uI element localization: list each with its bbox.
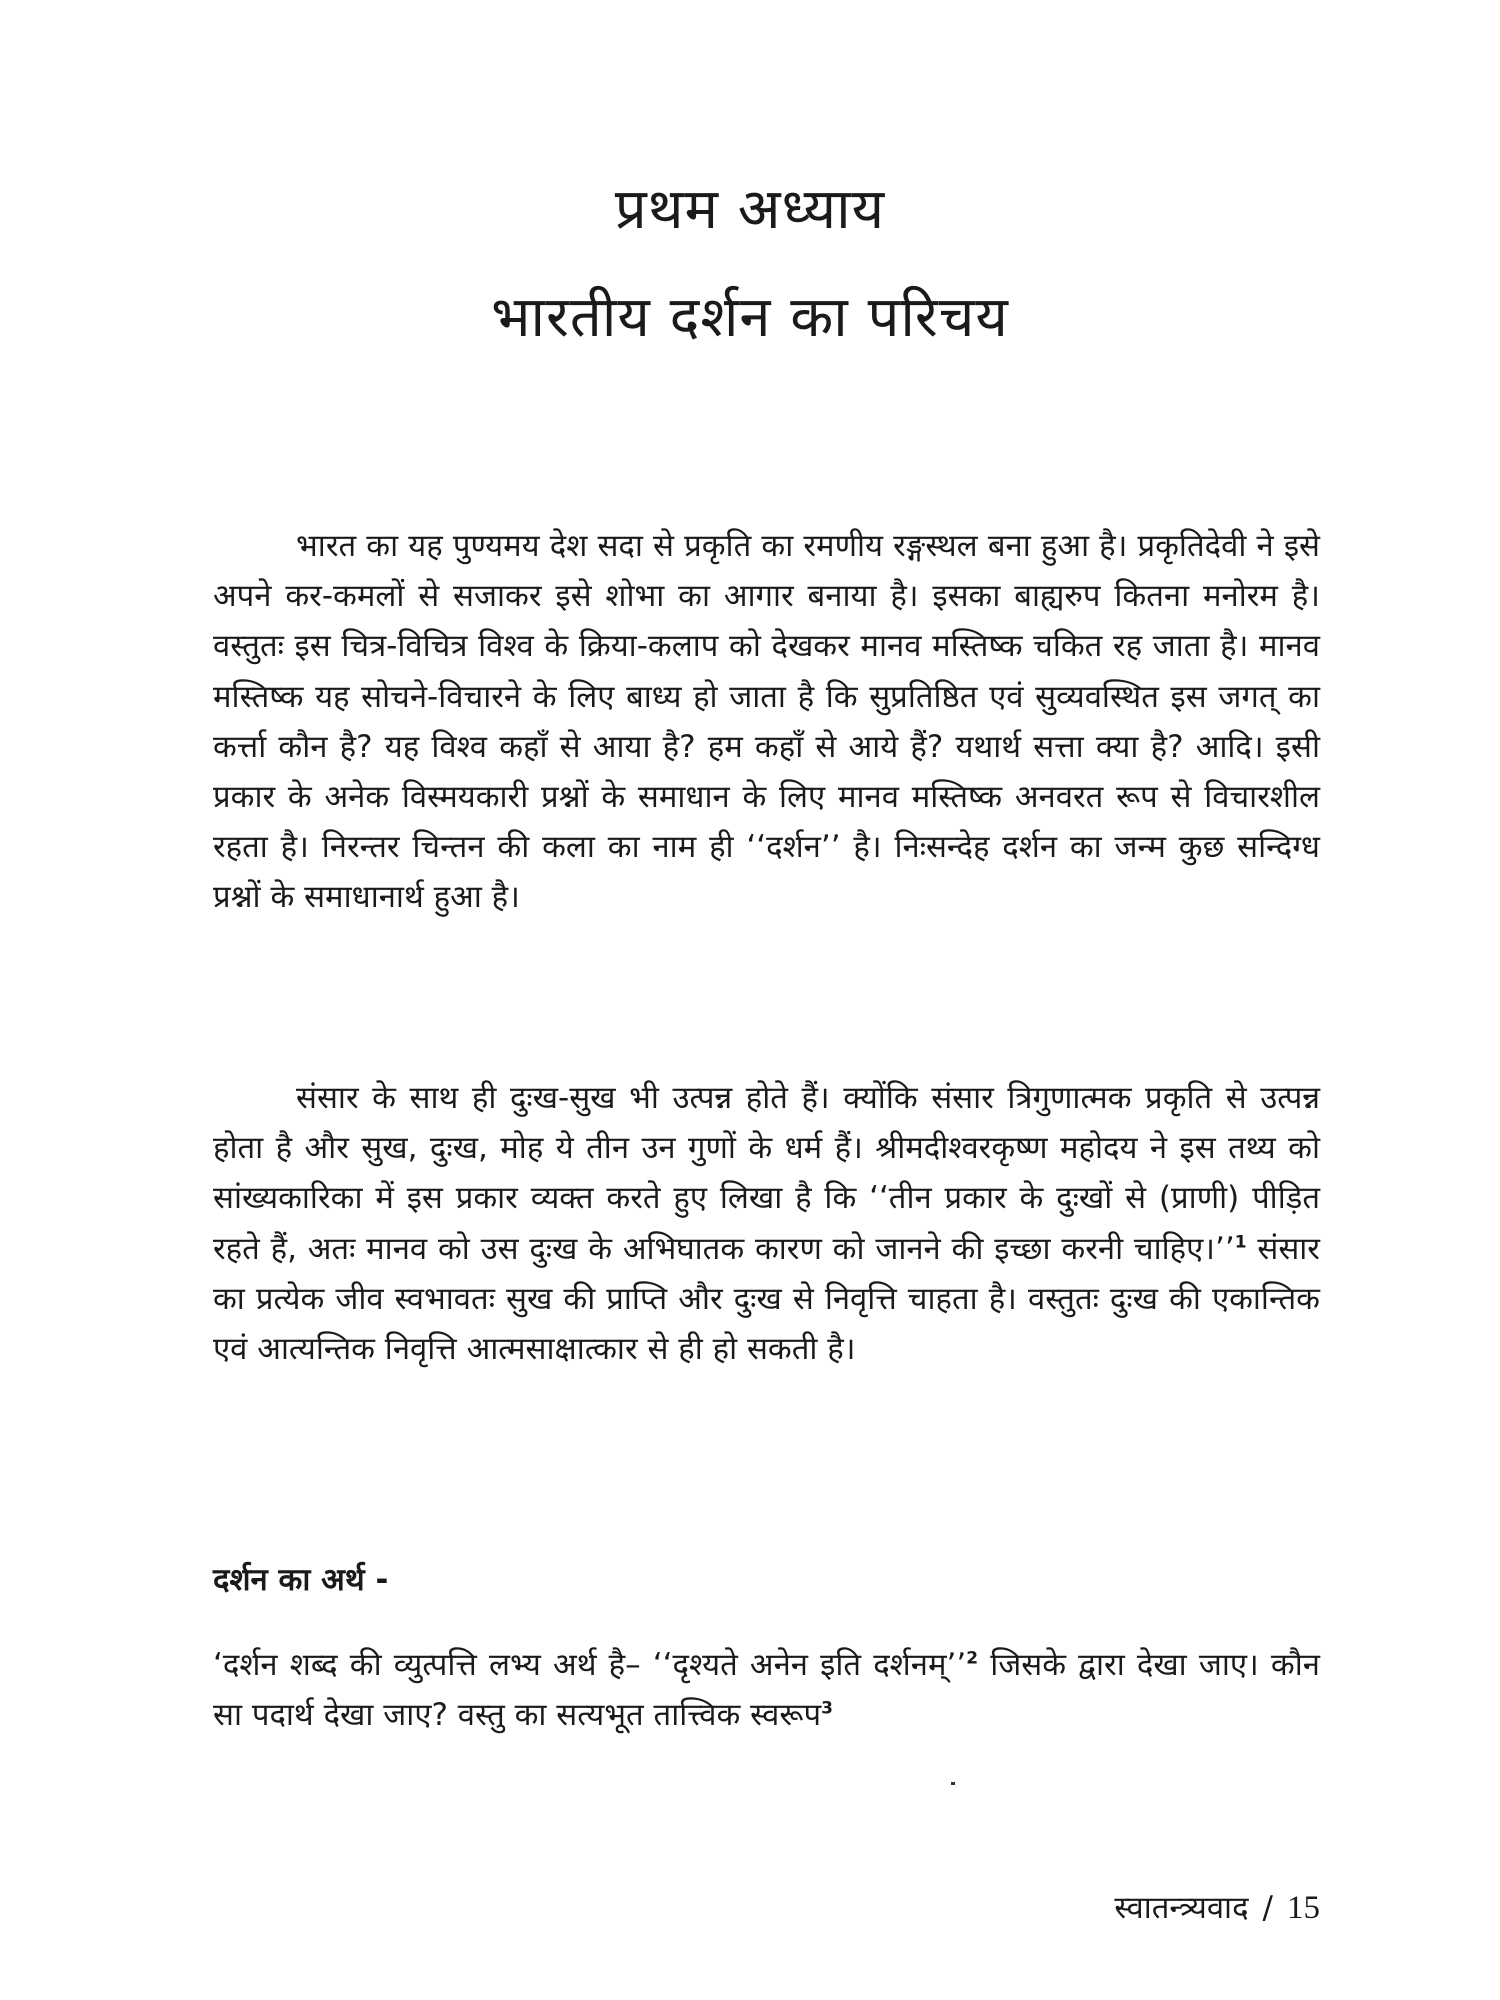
paragraph-meaning-part1: ‘दर्शन शब्द की व्युत्पत्ति लभ्य अर्थ है– ‘‘दृश्यते अनेन इति दर्शनम्’’ <box>213 1647 967 1683</box>
chapter-title: भारतीय दर्शन का परिचय <box>491 285 1009 350</box>
footer-separator: / <box>1262 1890 1273 1926</box>
paragraph-intro <box>213 521 1320 923</box>
paragraph-suffering-text <box>213 1073 1320 1374</box>
print-speck <box>951 1782 955 1785</box>
page-footer <box>1114 1884 1320 1932</box>
chapter-heading <box>0 170 1500 358</box>
footnote-marker-1: 1 <box>1234 1232 1247 1253</box>
paragraph-suffering-part2: संसार का प्रत्येक जीव स्वभावतः सुख की प्राप्ति और दुःख से निवृत्ति चाहता है। वस्तुतः दुःख की एकान्तिक एवं आत्यन्तिक निवृत्ति आत्मसाक्षात्कार से ही हो सकती है। <box>213 1230 1320 1368</box>
paragraph-intro-text: भारत का यह पुण्यमय देश सदा से प्रकृति का रमणीय रङ्गस्थल बना हुआ है। प्रकृतिदेवी ने इसे अपने कर-कमलों से सजाकर इसे शोभा का आगार बनाया है। इसका बाह्यरुप कितना मनोरम है। वस्तुतः इस चित्र-विचित्र विश्व के क्रिया-कलाप को देखकर मानव मस्तिष्क चकित रह जाता है। मानव मस्तिष्क यह सोचने-विचारने के लिए बाध्य हो जाता है कि सुप्रतिष्ठित एवं सुव्यवस्थित इस जगत् का कर्त्ता कौन है? यह विश्व कहाँ से आया है? हम कहाँ से आये हैं? यथार्थ सत्ता क्या है? आदि। इसी प्रकार के अनेक विस्मयकारी प्रश्नों के समाधान के लिए मानव मस्तिष्क अनवरत रूप से विचारशील रहता है। निरन्तर चिन्तन की कला का नाम ही ‘‘दर्शन’’ है। निःसन्देह दर्शन का जन्म कुछ सन्दिग्ध प्रश्नों के समाधानार्थ हुआ है। <box>213 528 1320 916</box>
footnote-marker-2: 2 <box>966 1648 979 1669</box>
footer-book-title: स्वातन्त्र्यवाद <box>1114 1890 1249 1926</box>
paragraph-meaning-text <box>213 1640 1320 1740</box>
paragraph-suffering <box>213 1073 1320 1374</box>
paragraph-meaning-part2: जिसके द्वारा देखा जाए। कौन सा पदार्थ देखा जाए? वस्तु का सत्यभूत तात्त्विक स्वरूप <box>213 1647 1320 1734</box>
section-heading: दर्शन का अर्थ - <box>213 1562 389 1598</box>
footnote-marker-3: 3 <box>821 1698 833 1719</box>
page-number: 15 <box>1287 1890 1320 1926</box>
paragraph-suffering-part1: संसार के साथ ही दुःख-सुख भी उत्पन्न होते हैं। क्योंकि संसार त्रिगुणात्मक प्रकृति से उत्पन्न होता है और सुख, दुःख, मोह ये तीन उन गुणों के धर्म हैं। श्रीमदीश्वरकृष्ण महोदय ने इस तथ्य को सांख्यकारिका में इस प्रकार व्यक्त करते हुए लिखा है कि ‘‘तीन प्रकार के दुःखों से (प्राणी) पीड़ित रहते हैं, अतः मानव को उस दुःख के अभिघातक कारण को जानने की इच्छा करनी चाहिए।’’ <box>213 1080 1320 1267</box>
paragraph-meaning <box>213 1640 1320 1740</box>
chapter-number: प्रथम अध्याय <box>614 177 886 242</box>
